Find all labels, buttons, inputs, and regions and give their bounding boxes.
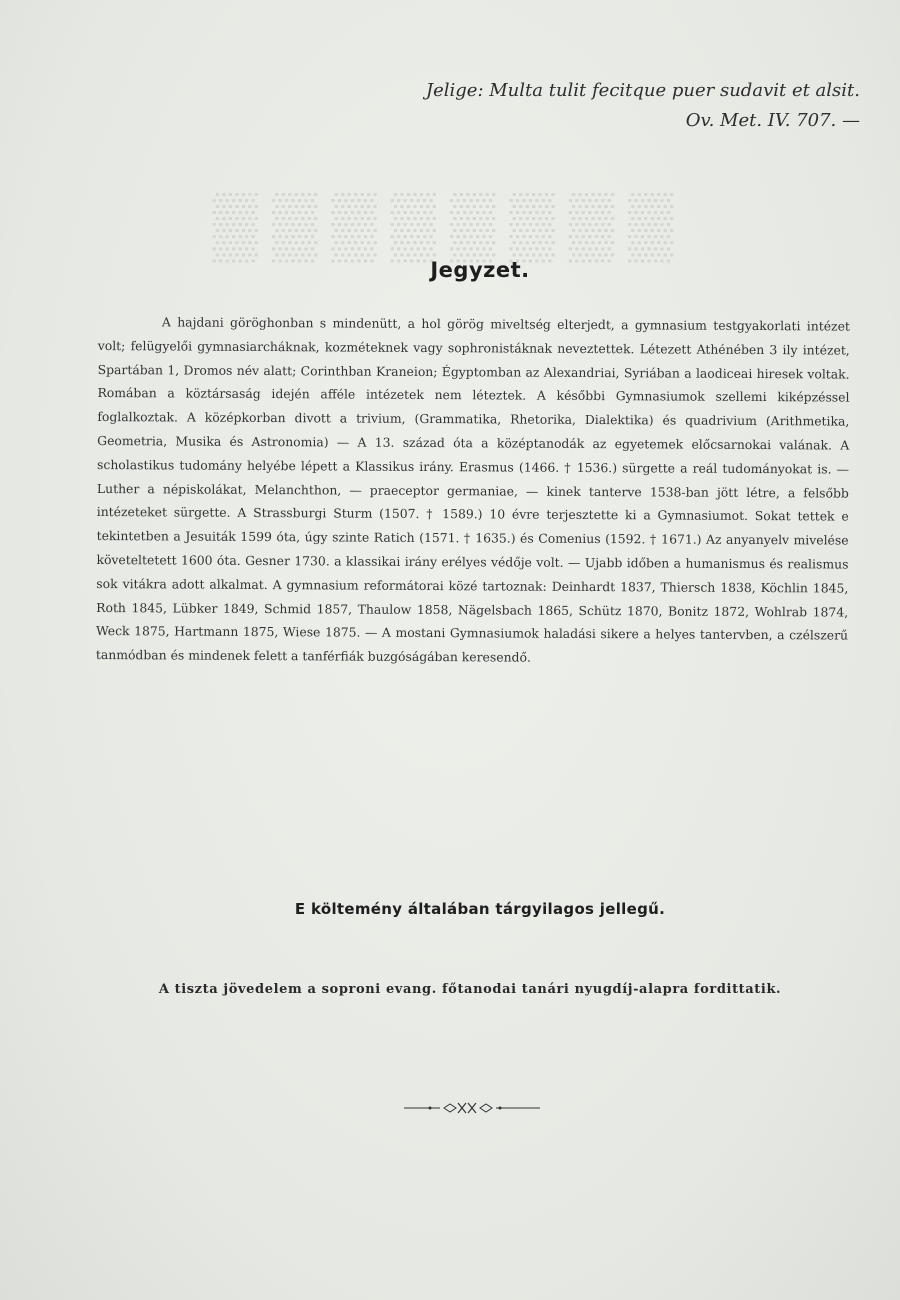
motto bbox=[360, 76, 860, 136]
genre-note: E költemény általában tárgyilagos jellegű. bbox=[294, 900, 666, 918]
motto-line-1: Jelige: Multa tulit fecitque puer sudavit et alsit. bbox=[425, 80, 860, 101]
section-heading: Jegyzet. bbox=[430, 258, 530, 282]
proceeds-note: A tiszta jövedelem a soproni evang. főtanodai tanári nyugdíj-alapra fordittatik. bbox=[158, 982, 782, 997]
motto-line-2: Ov. Met. IV. 707. — bbox=[685, 110, 860, 131]
body-paragraph: A hajdani göröghonban s mindenütt, a hol görög miveltség elterjedt, a gymnasium testgyakorlati intézet volt; felügyelői gymnasiarcháknak, kozméteknek vagy sophronistáknak neveztettek. Létezett Athénében 3 ily intézet, Spartában 1, Dromos név alatt; Corinthban Kraneion; Égyptomban az Alexandriai, Syriában a laodiceai hiresek voltak. Romában a köztársaság idején afféle intézetek nem léteztek. A későbbi Gymnasiumok szellemi kiképzéssel foglalkoztak. A középkorban divott a trivium, (Grammatika, Rhetorika, Dialektika) és quadrivium (Arithmetika, Geometria, Musika és Astronomia) — A 13. század óta a középtanodák az egyetemek előcsarnokai valának. A scholastikus tudomány helyébe lépett a Klassikus irány. Erasmus (1466. † 1536.) sürgette a reál tudományokat is. — Luther a népiskolákat, Melanchthon, — praeceptor germaniae, — kinek tanterve 1538-ban jött létre, a felsőbb intézeteket sürgette. A Strassburgi Sturm (1507. † 1589.) 10 évre terjesztette ki a Gymnasiumot. Sokat tettek e tekintetben a Jesuiták 1599 óta, úgy szinte Ratich (1571. † 1635.) és Comenius (1592. † 1671.) Az anyanyelv mivelése követeltetett 1600 óta. Gesner 1730. a klassikai irány erélyes védője volt. — Ujabb időben a humanismus és realismus sok vitákra adott alkalmat. A gymnasium reformátorai közé tartoznak: Deinhardt 1837, Thiersch 1838, Köchlin 1845, Roth 1845, Lübker 1849, Schmid 1857, Thaulow 1858, Nägelsbach 1865, Schütz 1870, Bonitz 1872, Wohlrab 1874, Weck 1875, Hartmann 1875, Wiese 1875. — A mostani Gymnasiumok haladási sikere a helyes tantervben, a czélszerű tanmódban és mindenek felett a tanférfiák buzgóságában keresendő. bbox=[95, 314, 850, 665]
body-text bbox=[96, 310, 850, 672]
bleed-through-decoration: ▒▒▒▒▒▒▒▒ bbox=[212, 189, 688, 260]
ornament-divider-icon bbox=[400, 1098, 544, 1118]
